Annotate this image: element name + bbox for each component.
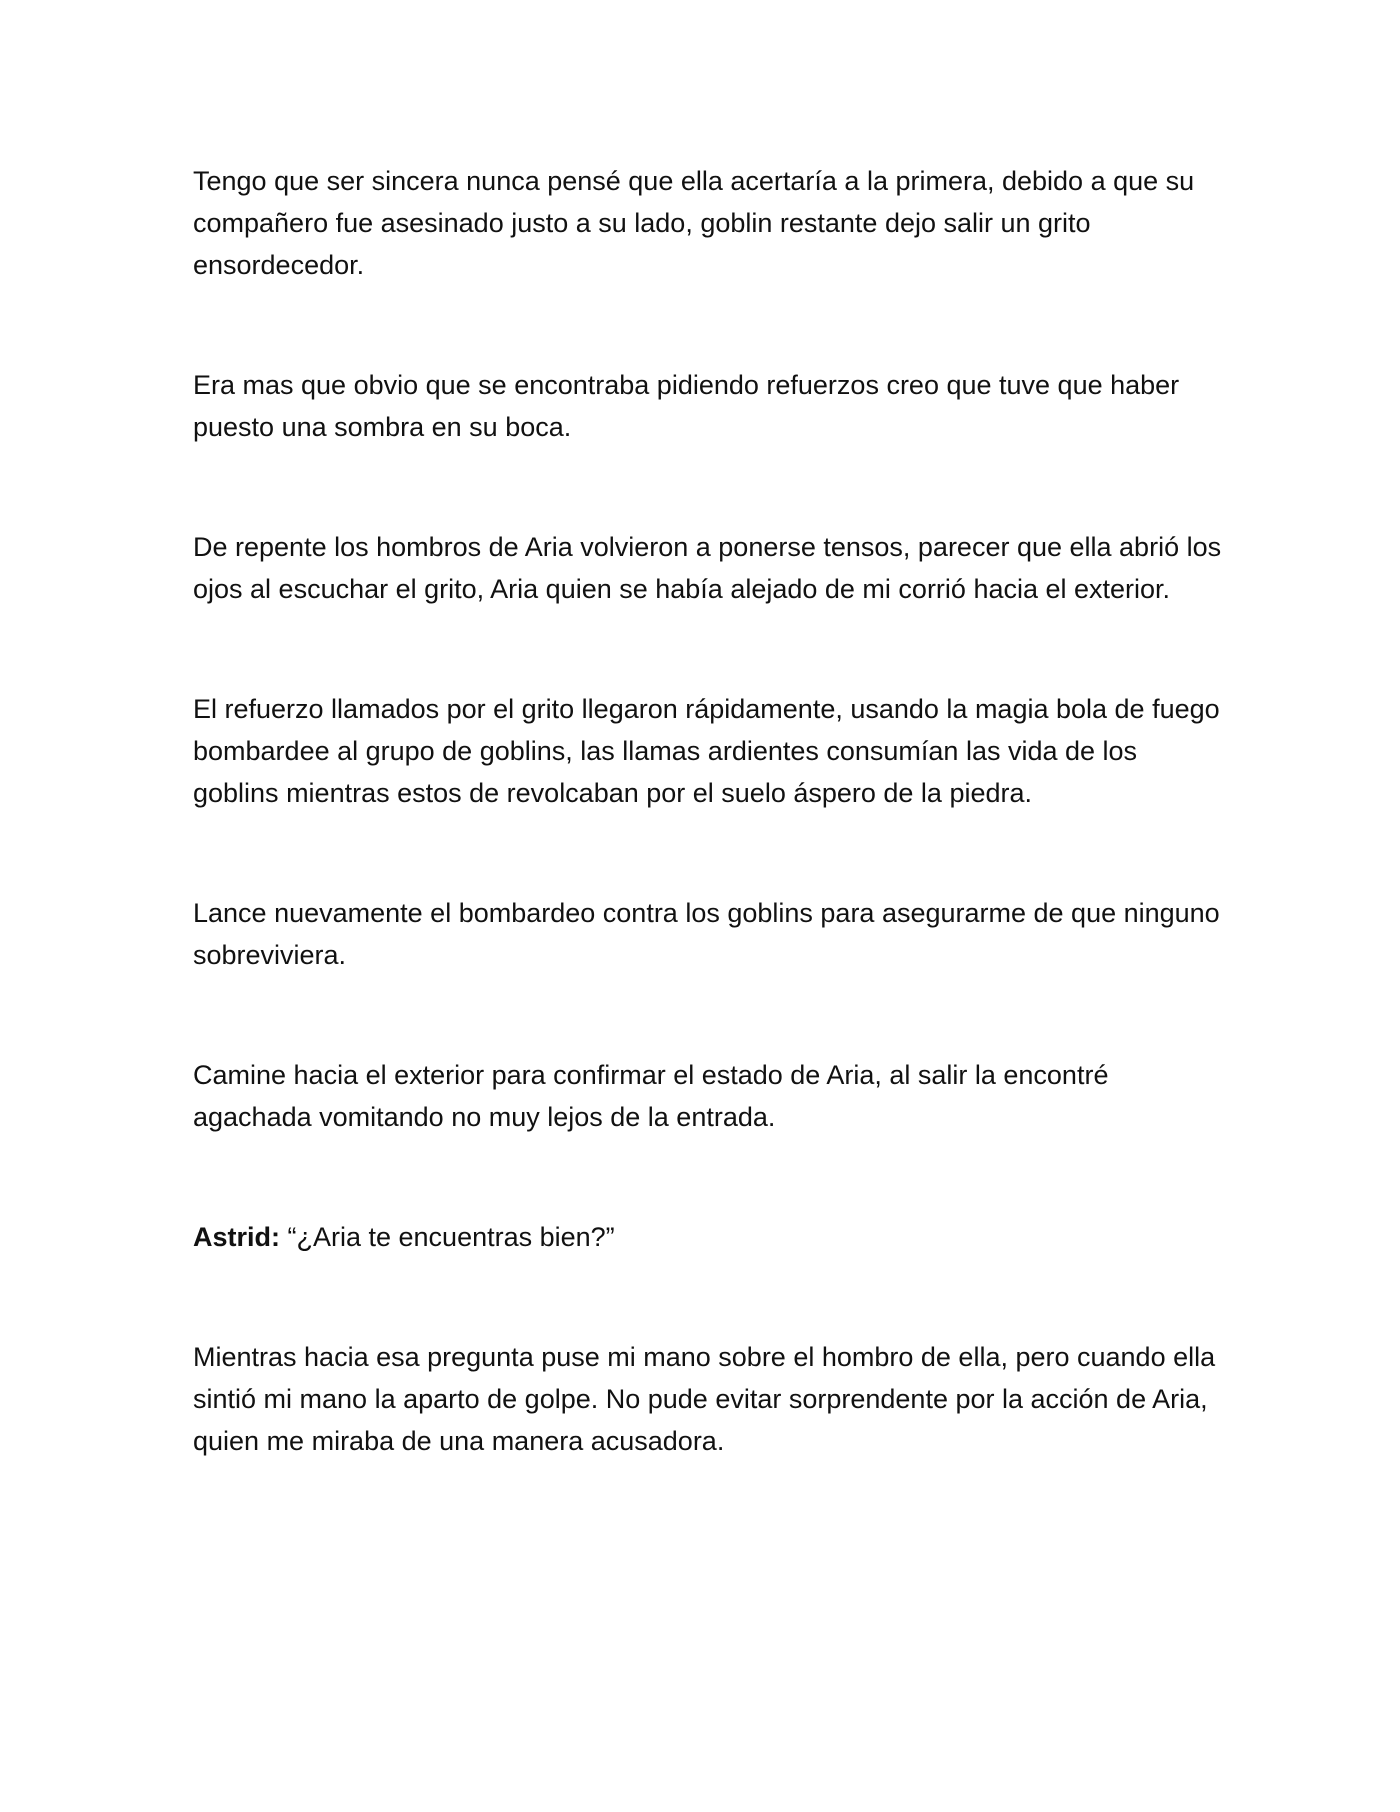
dialogue-line bbox=[193, 1216, 1223, 1258]
paragraph-4: El refuerzo llamados por el grito llegaron rápidamente, usando la magia bola de fuego bombardee al grupo de goblins, las llamas ardientes consumían las vida de los goblins mientras estos de revolcaban por el suelo áspero de la piedra. bbox=[193, 694, 1220, 808]
paragraph-final: Mientras hacia esa pregunta puse mi mano sobre el hombro de ella, pero cuando ella sintió mi mano la aparto de golpe. No pude evitar sorprendente por la acción de Aria, quien me miraba de una manera acusadora. bbox=[193, 1342, 1216, 1456]
paragraph-5: Lance nuevamente el bombardeo contra los goblins para asegurarme de que ninguno sobreviviera. bbox=[193, 898, 1220, 970]
speaker-name: Astrid: bbox=[193, 1222, 280, 1252]
document-body bbox=[193, 160, 1223, 1462]
dialogue-text: “¿Aria te encuentras bien?” bbox=[280, 1222, 615, 1252]
paragraph-3: De repente los hombros de Aria volvieron a ponerse tensos, parecer que ella abrió los ojos al escuchar el grito, Aria quien se había alejado de mi corrió hacia el exterior. bbox=[193, 532, 1222, 604]
paragraph-2: Era mas que obvio que se encontraba pidiendo refuerzos creo que tuve que haber puesto una sombra en su boca. bbox=[193, 370, 1180, 442]
paragraph-6: Camine hacia el exterior para confirmar el estado de Aria, al salir la encontré agachada vomitando no muy lejos de la entrada. bbox=[193, 1060, 1109, 1132]
paragraph-1: Tengo que ser sincera nunca pensé que ella acertaría a la primera, debido a que su compañero fue asesinado justo a su lado, goblin restante dejo salir un grito ensordecedor. bbox=[193, 166, 1195, 280]
